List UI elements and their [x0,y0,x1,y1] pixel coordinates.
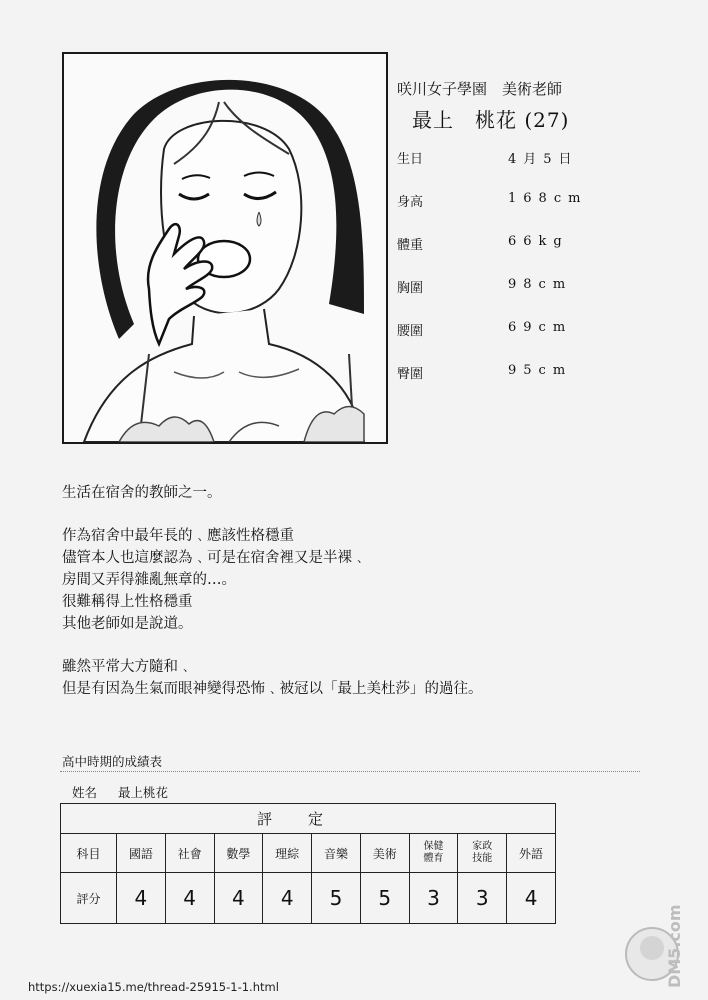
bio-line: 儘管本人也這麼認為﹑可是在宿舍裡又是半裸﹑ [62,550,367,566]
dm5-watermark-logo [618,890,698,990]
subject-cell: 社會 [165,834,214,873]
stat-value-hips: 95cm [508,363,573,378]
stat-value-weight: 66kg [508,234,569,249]
grades-table [60,803,556,924]
stat-value-height: 168cm [508,191,588,206]
bio-line: 但是有因為生氣而眼神變得恐怖﹑被冠以「最上美杜莎」的過往。 [62,681,483,697]
stat-label-bust: 胸圍 [397,281,424,296]
subject-row-label: 科目 [61,834,117,873]
stat-label-hips: 臀圍 [397,367,424,382]
score-cell: 3 [458,873,507,924]
subject-cell [458,834,507,873]
score-cell: 4 [117,873,166,924]
eval-header: 評定 [61,804,556,834]
bio-line: 房間又弄得雜亂無章的…。 [62,572,236,588]
school-and-role: 咲川女子學園 美術老師 [397,80,563,98]
bio-line: 其他老師如是說道。 [62,616,193,632]
score-cell: 4 [214,873,263,924]
score-cell: 5 [312,873,361,924]
score-cell: 5 [360,873,409,924]
subject-cell-text: 保健體育 [423,841,444,864]
score-cell: 4 [165,873,214,924]
stat-label-waist: 腰圍 [397,324,424,339]
bio-line: 很難稱得上性格穩重 [62,594,193,610]
report-name-value: 最上桃花 [118,785,169,800]
subject-cell: 外語 [507,834,556,873]
report-card-title: 高中時期的成績表 [62,754,163,769]
bio-line: 生活在宿舍的教師之一。 [62,485,222,501]
subject-cell: 數學 [214,834,263,873]
bio-line: 雖然平常大方隨和﹑ [62,659,193,675]
score-cell: 4 [507,873,556,924]
report-name-label: 姓名 [72,785,98,800]
stat-label-height: 身高 [397,195,424,210]
character-portrait [62,52,388,444]
subject-cell: 理綜 [263,834,312,873]
stat-label-birthday: 生日 [397,152,424,167]
subject-cell: 音樂 [312,834,361,873]
subject-cell [409,834,458,873]
stat-value-birthday: 4月5日 [508,152,579,167]
divider [60,771,640,772]
subject-cell: 國語 [117,834,166,873]
subject-cell-text: 家政技能 [472,841,493,864]
stat-value-bust: 98cm [508,277,573,292]
source-url: https://xuexia15.me/thread-25915-1-1.html [28,980,279,994]
score-cell: 4 [263,873,312,924]
character-name: 最上 桃花 (27) [412,108,570,132]
score-cell: 3 [409,873,458,924]
stat-label-weight: 體重 [397,238,424,253]
subject-cell: 美術 [360,834,409,873]
stat-value-waist: 69cm [508,320,573,335]
bio-line: 作為宿舍中最年長的﹑應該性格穩重 [62,528,294,544]
svg-text:DM5.com: DM5.com [665,904,684,988]
score-row-label: 評分 [61,873,117,924]
